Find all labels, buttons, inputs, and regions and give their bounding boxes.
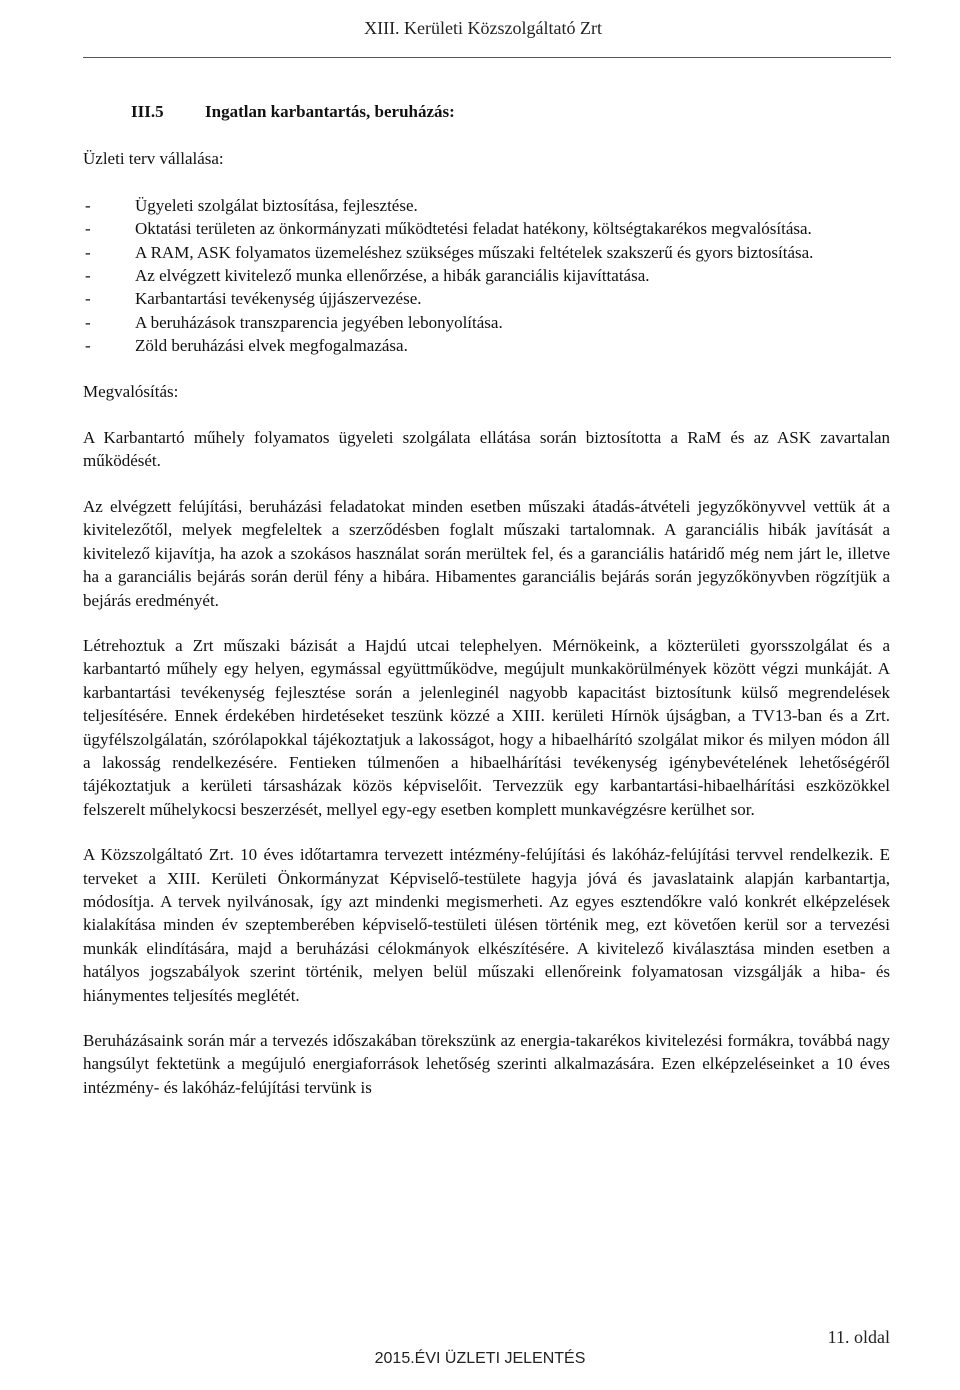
paragraph: Beruházásaink során már a tervezés időszakában törekszünk az energia-takarékos kivitelezési formákra, továbbá nagy hangsúlyt fektetünk a megújuló energiaforrások lehetőség szerinti alkalmazására. Ezen elképzeléseinket a 10 éves intézmény- és lakóház-felújítási tervünk is (83, 1031, 890, 1097)
paragraph: A Karbantartó műhely folyamatos ügyeleti szolgálata ellátása során biztosította a RaM és az ASK zavartalan működését. (83, 428, 890, 471)
header-divider (83, 57, 891, 58)
implementation-label: Megvalósítás: (83, 381, 179, 401)
page-header: XIII. Kerületi Közszolgáltató Zrt (364, 18, 602, 38)
list-item: - Karbantartási tevékenység újjászervezése. (83, 287, 890, 310)
paragraph: A Közszolgáltató Zrt. 10 éves időtartamra tervezett intézmény-felújítási és lakóház-felújítási tervvel rendelkezik. E terveket a XIII. Kerületi Önkormányzat Képviselő-testülete hagyja jóvá és javaslataink alapján karbantartja, módosítja. A tervek nyilvánosak, így azt mindenki megismerheti. Az egyes esztendőkre való konkrét elképzelések kialakítása minden év szeptemberében képviselő-testületi ülésen történik meg, ezt követően kerül sor a tervezési munkák elindítására, majd a beruházási célokmányok elkészítésére. A kivitelező kiválasztása minden esetben a hatályos jogszabályok szerint történik, melyen belül műszaki ellenőreink folyamatosan vizsgálják a hiba- és hiánymentes teljesítés meglétét. (83, 845, 890, 1005)
list-item: - Oktatási területen az önkormányzati működtetési feladat hatékony, költségtakarékos megvalósítása. (83, 217, 890, 240)
list-item: - A RAM, ASK folyamatos üzemeléshez szükséges műszaki feltételek szakszerű és gyors biztosítása. (83, 241, 890, 264)
list-item: - A beruházások transzparencia jegyében lebonyolítása. (83, 311, 890, 334)
business-plan-list (83, 194, 890, 358)
list-item: - Az elvégzett kivitelező munka ellenőrzése, a hibák garanciális kijavíttatása. (83, 264, 890, 287)
paragraph: Létrehoztuk a Zrt műszaki bázisát a Hajdú utcai telephelyen. Mérnökeink, a közterületi gyorsszolgálat és a karbantartó műhely egy helyen, egymással együttműködve, megújult munkakörülmények között végzi munkáját. A karbantartási tevékenység fejlesztése során a jelenleginél nagyobb kapacitást biztosítunk külső megrendelések teljesítésére. Ennek érdekében hirdetéseket teszünk közzé a XIII. kerületi Hírnök újságban, a TV13-ban és a Zrt. ügyfélszolgálatán, szórólapokkal tájékoztatjuk a lakosságot, hogy a hibaelhárító szolgálat mikor és milyen módon áll a lakosság rendelkezésére. Fentieken túlmenően a hibaelhárítási tevékenység igénybevételének lehetőségéről tájékoztatjuk a kerületi társasházak közös képviselőit. Tervezzük egy karbantartási-hibaelhárítási eszközökkel felszerelt műhelykocsi beszerzését, mellyel egy-egy esetben komplett munkavégzésre kerülhet sor. (83, 635, 890, 819)
document-body (83, 100, 890, 1121)
section-title: Ingatlan karbantartás, beruházás: (205, 102, 455, 121)
page-number: 11. oldal (827, 1327, 890, 1347)
section-number: III.5 (131, 102, 164, 121)
business-plan-label: Üzleti terv vállalása: (83, 149, 224, 169)
list-item: - Ügyeleti szolgálat biztosítása, fejlesztése. (83, 194, 890, 217)
section-heading (131, 100, 890, 123)
paragraph: Az elvégzett felújítási, beruházási feladatokat minden esetben műszaki átadás-átvételi jegyzőkönyvvel vettük át a kivitelezőtől, melyek megfeleltek a szerződésben foglalt műszaki tartalomnak. A garanciális hibák javítását a kivitelező kijavítja, ha azok a szokásos használat során merültek fel, és a garanciális határidő még nem járt le, illetve ha a garanciális bejárás során derül fény a hibára. Hibamentes garanciális bejárás során jegyzőkönyvben rögzítjük a bejárás eredményét. (83, 496, 890, 610)
list-item: - Zöld beruházási elvek megfogalmazása. (83, 334, 890, 357)
footer-title: 2015.ÉVI ÜZLETI JELENTÉS (374, 1350, 586, 1367)
